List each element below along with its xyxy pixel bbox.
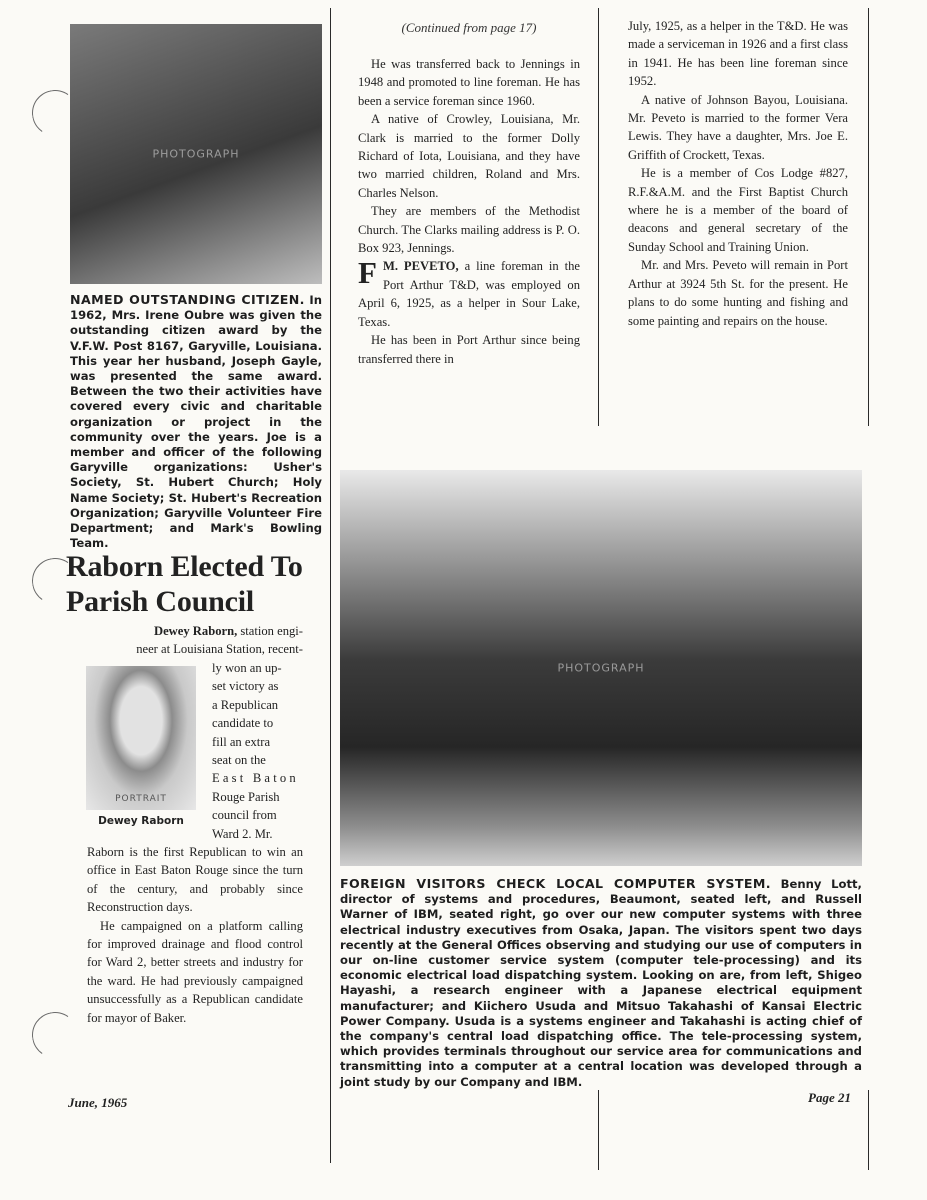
- column-rule-right-bottom: [868, 1090, 869, 1170]
- clark-article-continued: [358, 55, 580, 368]
- middle-para-5: He has been in Port Arthur since being transferred there in: [358, 333, 580, 366]
- peveto-para-1-rest: a line foreman in the Port Arthur T&D, was employed on April 6, 1925, as a helper in Sour Lake, Texas.: [358, 259, 580, 329]
- wrap-line: council from: [212, 808, 277, 823]
- oubre-photo-caption: [70, 292, 322, 551]
- middle-para-2: A native of Crowley, Louisiana, Mr. Clark is married to the former Dolly Richard of Iota, Louisiana, and they have two married children, Roland and Mrs. Charles Nelson.: [358, 112, 580, 200]
- wrap-line: set victory as: [212, 679, 279, 694]
- raborn-wrap-lines: [212, 659, 304, 843]
- hole-punch-mark: [28, 1008, 81, 1061]
- raborn-intro-full-lines: [87, 622, 303, 659]
- caption-lead: NAMED OUTSTANDING CITIZEN.: [70, 292, 305, 307]
- wrap-line: candidate to: [212, 716, 274, 731]
- peveto-para-1: [358, 257, 580, 331]
- caption-body: In 1962, Mrs. Irene Oubre was given the outstanding citizen award by the V.F.W. Post 8167, Garyville, Louisiana. This year her husband, Joseph Gayle, was presented the same award. Between the two their activities have covered every civic and charitable organization or project in the community over the years. Joe is a member and officer of the following Garyville organizations: Usher's Society, St. Hubert Church; Holy Name Society; St. Hubert's Recreation Organization; Garyville Volunteer Fire Department; and Mark's Bowling Team.: [70, 293, 322, 551]
- oubre-couple-photo: [70, 24, 322, 284]
- foreign-visitors-photo: [340, 470, 862, 866]
- continued-from-note: (Continued from page 17): [401, 20, 537, 35]
- raborn-line-2: neer at Louisiana Station, recent-: [136, 642, 303, 657]
- foreign-visitors-caption: [340, 876, 862, 1090]
- wrap-line: ly won an up-: [212, 661, 282, 675]
- raborn-para-2: He campaigned on a platform calling for improved drainage and flood control for Ward 2, better streets and industry for the ward. He had previously campaigned unsuccessfully as a Republican candidate for mayor of Baker.: [87, 918, 303, 1025]
- peveto-article-continued: [628, 17, 848, 330]
- middle-para-1: He was transferred back to Jennings in 1948 and promoted to line foreman. He has been a service foreman since 1960.: [358, 57, 580, 108]
- wrap-line: East Baton: [212, 771, 299, 786]
- raborn-lead-name: Dewey Raborn,: [153, 624, 238, 638]
- dewey-raborn-portrait: [86, 666, 196, 810]
- raborn-line-1: station engi-: [240, 624, 303, 638]
- photo-label: PHOTOGRAPH: [557, 661, 645, 675]
- wrap-line: Rouge Parish: [212, 789, 280, 804]
- photo-label: PHOTOGRAPH: [152, 147, 240, 161]
- column-rule-right: [868, 8, 869, 426]
- raborn-article-body: [87, 843, 303, 1027]
- raborn-headline: Raborn Elected To Parish Council: [66, 550, 303, 618]
- right-para-1: July, 1925, as a helper in the T&D. He was made a serviceman in 1926 and a first class in 1941. He has been line foreman since 1952.: [628, 19, 848, 89]
- middle-para-3: They are members of the Methodist Church. The Clarks mailing address is P. O. Box 923, Jennings.: [358, 204, 580, 256]
- caption-body: Benny Lott, director of systems and procedures, Beaumont, seated left, and Russell Warner of IBM, seated right, go over our new computer systems with three electrical industry executives from Osaka, Japan. The visitors spent two days recently at the General Offices observing and studying our use of computers in our on-line customer service system (computer tele-processing) and its economic electrical load dispatching system. Looking on are, from left, Shigeo Hayashi, a research engineer with a Japanese electrical equipment manufacturer; and Kiichero Usuda and Mitsuo Takahashi of Kansai Electric Power Company. Usuda is a systems engineer and Takahashi is acting chief of the company's central load dispatching office. The tele-processing system, which provides terminals throughout our service area for communications and transmitting into a computer at a central location was developed through a joint study by our Company and IBM.: [340, 877, 862, 1089]
- wrap-line: a Republican: [212, 697, 279, 712]
- issue-date: June, 1965: [68, 1095, 128, 1110]
- column-rule-left: [330, 8, 331, 1163]
- raborn-para-1: Raborn is the first Republican to win an office in East Baton Rouge since the turn of the century, and probably since Reconstruction days.: [87, 845, 303, 915]
- right-para-2: A native of Johnson Bayou, Louisiana. Mr. Peveto is married to the former Vera Lewis. They have a daughter, Mrs. Joe E. Griffith of Crockett, Texas.: [628, 92, 848, 162]
- peveto-name: M. PEVETO,: [382, 259, 459, 274]
- wrap-line: Ward 2. Mr.: [212, 826, 273, 841]
- column-rule-bottom: [598, 1090, 599, 1170]
- wrap-line: seat on the: [212, 753, 266, 768]
- page-number: Page 21: [808, 1090, 851, 1105]
- portrait-caption: Dewey Raborn: [98, 815, 184, 827]
- portrait-label: PORTRAIT: [115, 794, 167, 804]
- right-para-3: He is a member of Cos Lodge #827, R.F.&A.M. and the First Baptist Church where he is a member of the board of deacons and general secretary of the Sunday School and Training Union.: [628, 166, 848, 254]
- caption-lead: FOREIGN VISITORS CHECK LOCAL COMPUTER SYSTEM.: [340, 876, 771, 891]
- column-rule-middle: [598, 8, 599, 426]
- right-para-4: Mr. and Mrs. Peveto will remain in Port Arthur at 3924 5th St. for the present. He plans to do some hunting and fishing and some painting and repairs on the house.: [628, 258, 848, 328]
- wrap-line: fill an extra: [212, 734, 271, 749]
- drop-cap: F: [358, 255, 377, 291]
